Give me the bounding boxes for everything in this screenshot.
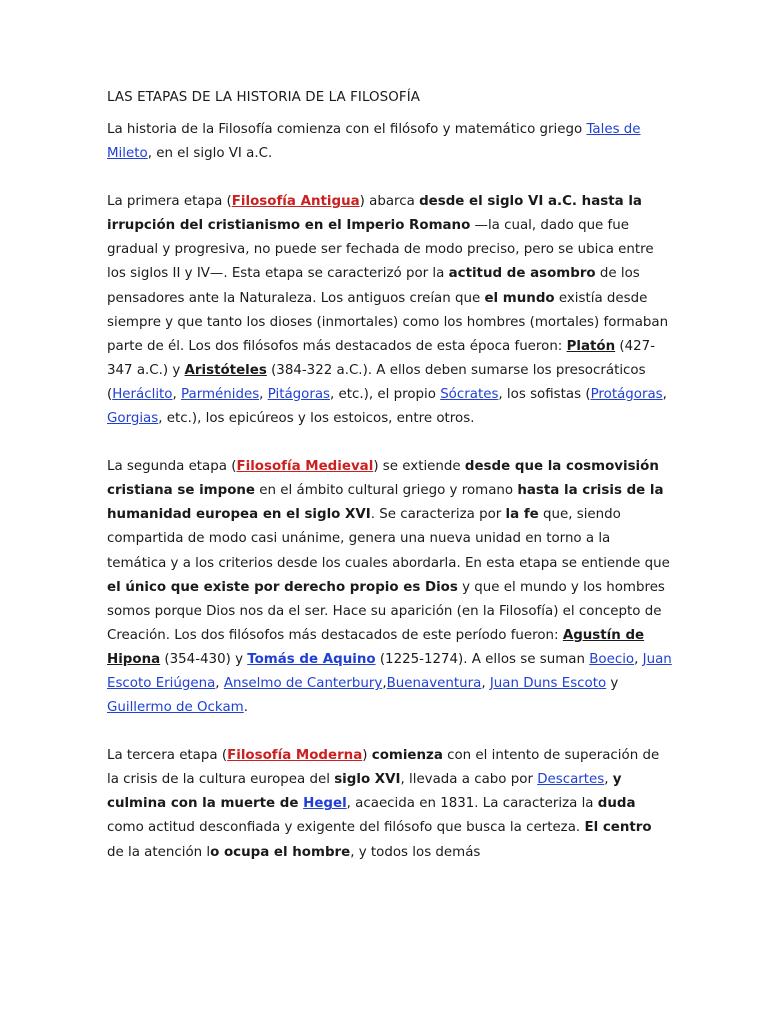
bold-text: comienza [371,748,443,764]
bold-text: El centro [584,820,652,836]
bold-text: la fe [505,507,539,523]
paragraph-intro [107,118,672,166]
text: , etc.), el propio [330,386,441,402]
link-hegel[interactable]: Hegel [303,796,347,812]
text: , y todos los demás [350,844,481,860]
link-guillermo-de-ockam[interactable]: Guillermo de Ockam [107,700,244,716]
text: , [172,386,182,402]
link-filosofia-medieval[interactable]: Filosofía Medieval [236,459,374,475]
text: (384-322 a.C.). A ellos deben sumarse los presocráticos ( [107,362,646,402]
text: , acaecida en 1831. La caracteriza la [346,796,598,812]
text: existía desde siempre y que tanto los dioses (inmortales) como los hombres (mortales) formaban parte de él. Los dos filósofos más destacados de esta época fueron: [107,290,669,354]
link-heraclito[interactable]: Heráclito [112,386,173,402]
paragraph-filosofia-moderna [107,744,672,864]
text: (427-347 a.C.) y [107,338,656,378]
text: . Se caracteriza por [370,507,506,523]
link-buenaventura[interactable]: Buenaventura [386,675,482,691]
paragraph-filosofia-medieval [107,455,672,720]
text: que, siendo compartida de modo casi unánime, genera una nueva unidad en torno a la temática y a los criterios desde los cuales abordarla. En esta etapa se entiende que [107,507,670,571]
link-agustin-de-hipona[interactable]: Agustín de Hipona [107,627,645,667]
text: ) se extiende [373,459,465,475]
text: , en el siglo VI a.C. [147,146,273,162]
text: como actitud desconfiada y exigente del filósofo que busca la certeza. [107,820,585,836]
text: (354-430) y [160,651,248,667]
text: , [215,675,224,691]
link-parmenides[interactable]: Parménides [181,386,260,402]
bold-text: hasta la crisis de la humanidad europea en el siglo XVI [107,483,664,523]
bold-text: actitud de asombro [448,266,596,282]
text: , [604,772,613,788]
bold-text: el mundo [484,290,555,306]
bold-text: y culmina con la muerte de [107,772,622,812]
text: ) [362,748,372,764]
link-juan-escoto-eriugena[interactable]: Juan Escoto Eriúgena [107,651,672,691]
document-title: LAS ETAPAS DE LA HISTORIA DE LA FILOSOFÍA [107,90,421,105]
text: , [634,651,643,667]
text: . [243,700,248,716]
link-aristoteles[interactable]: Aristóteles [184,362,267,378]
link-platon[interactable]: Platón [566,338,616,354]
text: , [662,386,667,402]
bold-text: siglo XVI [334,772,401,788]
link-pitagoras[interactable]: Pitágoras [267,386,331,402]
text: , llevada a cabo por [400,772,538,788]
text: ) abarca [359,194,420,210]
text: de la atención l [107,844,211,860]
bold-text: duda [597,796,636,812]
link-anselmo-de-canterbury[interactable]: Anselmo de Canterbury [223,675,383,691]
text: y que el mundo y los hombres somos porque Dios nos da el ser. Hace su aparición (en la Filosofía) el concepto de Creación. Los dos filósofos más destacados de este período fueron: [107,579,665,643]
paragraph-filosofia-antigua [107,190,672,431]
text: (1225-1274). A ellos se suman [375,651,590,667]
link-protagoras[interactable]: Protágoras [590,386,663,402]
text: y [606,675,619,691]
text: —la cual, dado que fue gradual y progresiva, no puede ser fechada de modo preciso, pero se ubica entre los siglos II y IV—. Esta etapa se caracterizó por la [107,218,654,282]
bold-text: desde el siglo VI a.C. hasta la irrupción del cristianismo en el Imperio Romano [107,194,642,234]
text: , etc.), los epicúreos y los estoicos, entre otros. [158,411,475,427]
link-descartes[interactable]: Descartes [537,772,605,788]
text: La segunda etapa ( [107,459,237,475]
text: con el intento de superación de la crisis de la cultura europea del [107,748,660,788]
link-socrates[interactable]: Sócrates [440,386,499,402]
text: en el ámbito cultural griego y romano [255,483,518,499]
text: La primera etapa ( [107,194,232,210]
link-juan-duns-escoto[interactable]: Juan Duns Escoto [489,675,607,691]
link-filosofia-moderna[interactable]: Filosofía Moderna [227,748,363,764]
text: de los pensadores ante la Naturaleza. Los antiguos creían que [107,266,640,306]
link-gorgias[interactable]: Gorgias [107,411,159,427]
link-filosofia-antigua[interactable]: Filosofía Antigua [231,194,360,210]
bold-text: el único que existe por derecho propio es Dios [107,579,458,595]
link-tomas-de-aquino[interactable]: Tomás de Aquino [247,651,376,667]
text: , [382,675,387,691]
text: , [259,386,268,402]
bold-text: o ocupa el hombre [210,844,351,860]
text: , [481,675,490,691]
link-tales-de-mileto[interactable]: Tales de Mileto [107,122,641,162]
text: La tercera etapa ( [107,748,228,764]
text: La historia de la Filosofía comienza con el filósofo y matemático griego [107,122,587,137]
link-boecio[interactable]: Boecio [589,651,635,667]
text: , los sofistas ( [498,386,591,402]
bold-text: desde que la cosmovisión cristiana se impone [107,459,659,499]
